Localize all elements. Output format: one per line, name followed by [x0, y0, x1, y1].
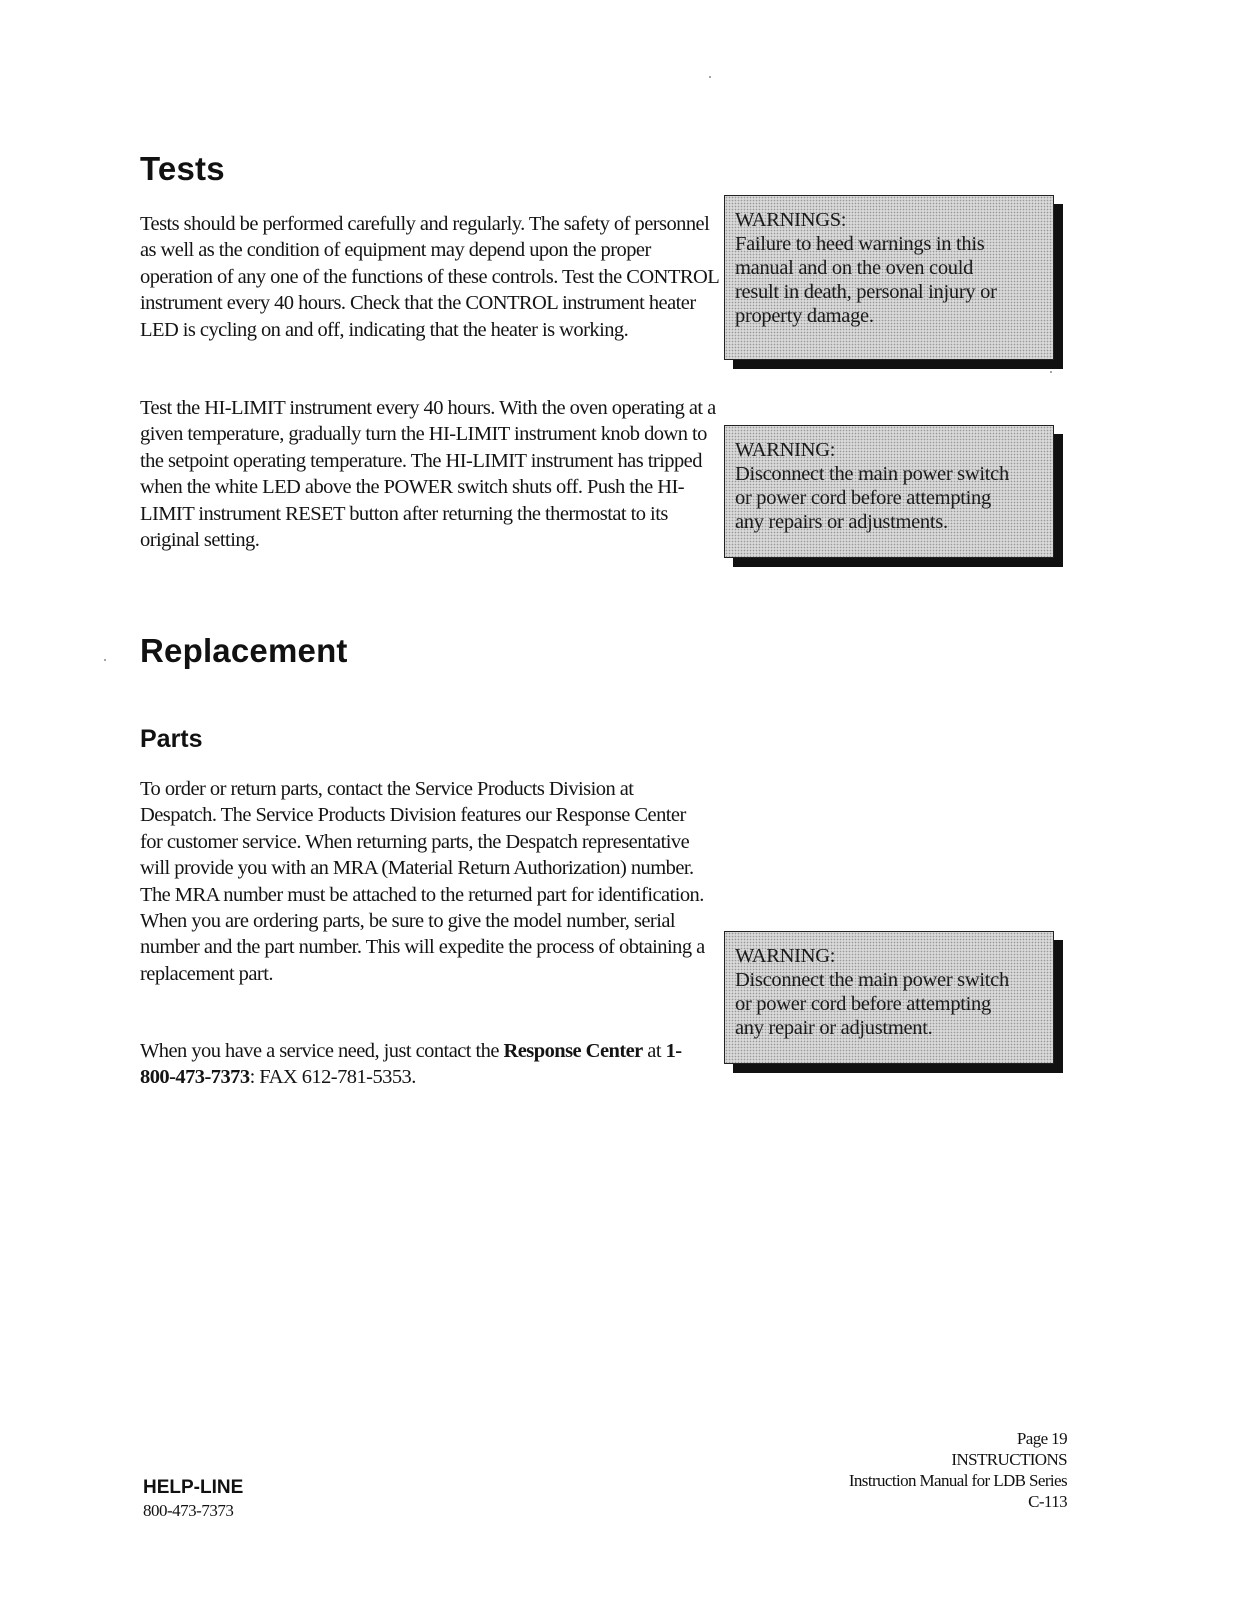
- warning-box-disconnect-1: [724, 425, 1054, 558]
- warning-line: property damage.: [735, 305, 874, 327]
- parts-paragraph-1: To order or return parts, contact the Service Products Division at Despatch. The Service Products Division features our Response Center for customer service. When returning parts, the Despatch representative will provide you with an MRA (Material Return Authorization) number. The MRA number must be attached to the returned part for identification. When you are ordering parts, be sure to give the model number, serial number and the part number. This will expedite the process of obtaining a replacement part.: [140, 778, 705, 985]
- warning-line: Disconnect the main power switch: [735, 969, 1009, 991]
- warning-title: WARNING:: [735, 439, 836, 461]
- parts-paragraph-2: When you have a service need, just contact the Response Center at 1-800-473-7373: FAX 612-781-5353.: [140, 1040, 682, 1089]
- warning-line: or power cord before attempting: [735, 487, 991, 509]
- warning-line: or power cord before attempting: [735, 993, 991, 1015]
- tests-heading: Tests: [140, 150, 225, 187]
- page-footer: [849, 1428, 1067, 1512]
- warning-line: Disconnect the main power switch: [735, 463, 1009, 485]
- warning-title: WARNING:: [735, 945, 836, 967]
- warning-line: any repairs or adjustments.: [735, 511, 948, 533]
- warning-box-general: [724, 195, 1054, 360]
- tests-paragraph-1: Tests should be performed carefully and regularly. The safety of personnel as well as the condition of equipment may depend upon the proper operation of any one of the functions of these controls. Test the CONTROL instrument every 40 hours. Check that the CONTROL instrument heater LED is cycling on and off, indicating that the heater is working.: [140, 213, 719, 341]
- scan-speck: [1050, 371, 1052, 373]
- helpline-footer: [143, 1476, 243, 1522]
- tests-paragraph-2: Test the HI-LIMIT instrument every 40 hours. With the oven operating at a given temperature, gradually turn the HI-LIMIT instrument knob down to the setpoint operating temperature. The HI-LIMIT instrument has tripped when the white LED above the POWER switch shuts off. Push the HI-LIMIT instrument RESET button after returning the thermostat to its original setting.: [140, 397, 716, 552]
- warning-line: manual and on the oven could: [735, 257, 974, 279]
- warning-title: WARNINGS:: [735, 209, 847, 231]
- warning-line: any repair or adjustment.: [735, 1017, 933, 1039]
- helpline-label: HELP-LINE: [143, 1477, 244, 1498]
- scan-speck: [709, 76, 711, 78]
- section-name: INSTRUCTIONS: [951, 1450, 1067, 1469]
- response-center-phone: 1-800-473-7373: [140, 1040, 682, 1089]
- manual-title: Instruction Manual for LDB Series: [848, 1471, 1067, 1490]
- replacement-heading: Replacement: [140, 632, 348, 669]
- helpline-number: 800-473-7373: [143, 1501, 234, 1520]
- document-id: C-113: [1028, 1492, 1067, 1511]
- warning-line: result in death, personal injury or: [735, 281, 997, 303]
- scan-speck: [104, 659, 106, 661]
- warning-box-disconnect-2: [724, 931, 1054, 1064]
- parts-subheading: Parts: [140, 725, 203, 753]
- warning-line: Failure to heed warnings in this: [735, 233, 985, 255]
- page-number: Page 19: [1016, 1429, 1067, 1448]
- response-center-label: Response Center: [503, 1040, 643, 1062]
